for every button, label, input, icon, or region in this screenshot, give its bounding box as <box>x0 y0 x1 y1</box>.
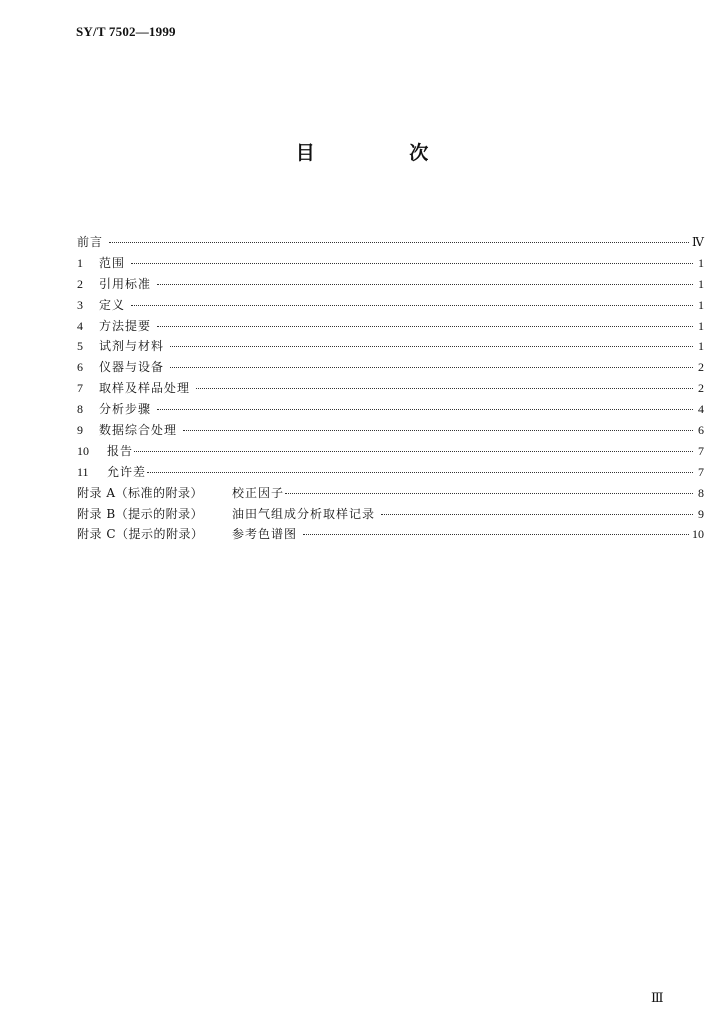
toc-entry-page: 1 <box>698 255 704 270</box>
toc-leader-dots <box>157 326 693 327</box>
toc-leader-dots <box>131 263 693 264</box>
toc-entry-2[interactable] <box>77 274 704 295</box>
toc-entry-subtitle: 参考色谱图 <box>232 527 298 542</box>
toc-entry-number: 1 <box>77 255 83 270</box>
table-of-contents <box>77 232 704 545</box>
toc-entry-label: 引用标准 <box>99 276 152 291</box>
toc-entry-label: 附录 C（提示的附录） <box>77 527 204 542</box>
toc-entry-5[interactable] <box>77 336 704 357</box>
toc-entry-1[interactable] <box>77 253 704 274</box>
toc-leader-dots <box>303 534 689 535</box>
toc-leader-dots <box>285 493 693 494</box>
toc-entry-label: 取样及样品处理 <box>99 381 191 396</box>
toc-entry-number: 10 <box>77 443 89 458</box>
toc-entry-3[interactable] <box>77 295 704 316</box>
page-title: 目 次 <box>295 142 473 164</box>
toc-entry-6[interactable] <box>77 357 704 378</box>
standard-code: SY/T 7502—1999 <box>76 24 176 39</box>
toc-entry-number: 7 <box>77 381 83 396</box>
toc-leader-dots <box>131 305 693 306</box>
toc-entry-appendix-a[interactable] <box>77 483 704 504</box>
toc-entry-label: 数据综合处理 <box>99 423 178 438</box>
toc-leader-dots <box>196 388 693 389</box>
toc-leader-dots <box>170 346 693 347</box>
toc-entry-label: 仪器与设备 <box>99 360 165 375</box>
toc-entry-page: 10 <box>692 527 704 542</box>
toc-entry-page: 4 <box>698 402 704 417</box>
toc-entry-number: 8 <box>77 402 83 417</box>
toc-entry-page: 8 <box>698 485 704 500</box>
toc-entry-page: 9 <box>698 506 704 521</box>
toc-entry-number: 5 <box>77 339 83 354</box>
page-number: Ⅲ <box>651 990 664 1005</box>
toc-entry-label: 报告 <box>107 443 134 458</box>
toc-leader-dots <box>170 367 693 368</box>
toc-entry-page: 1 <box>698 339 704 354</box>
toc-entry-appendix-b[interactable] <box>77 504 704 525</box>
toc-entry-number: 6 <box>77 360 83 375</box>
toc-leader-dots <box>381 514 693 515</box>
toc-entry-number: 2 <box>77 276 83 291</box>
toc-entry-11[interactable] <box>77 462 704 483</box>
toc-entry-label: 允许差 <box>107 464 147 479</box>
toc-entry-page: 1 <box>698 297 704 312</box>
toc-entry-number: 3 <box>77 297 83 312</box>
toc-entry-label: 前言 <box>77 235 104 249</box>
toc-entry-label: 附录 A（标准的附录） <box>77 485 203 500</box>
toc-entry-page: 1 <box>698 318 704 333</box>
toc-leader-dots <box>109 242 689 243</box>
toc-entry-page: 2 <box>698 360 704 375</box>
toc-entry-page: 6 <box>698 423 704 438</box>
toc-entry-number: 11 <box>77 464 89 479</box>
toc-leader-dots <box>157 409 693 410</box>
toc-leader-dots <box>134 451 693 452</box>
toc-entry-4[interactable] <box>77 316 704 337</box>
toc-entry-appendix-c[interactable] <box>77 524 704 545</box>
toc-entry-page: Ⅳ <box>692 235 704 249</box>
toc-leader-dots <box>147 472 693 473</box>
toc-entry-subtitle: 油田气组成分析取样记录 <box>232 506 376 521</box>
toc-entry-number: 4 <box>77 318 83 333</box>
toc-entry-label: 试剂与材料 <box>99 339 165 354</box>
toc-entry-7[interactable] <box>77 378 704 399</box>
toc-entry-page: 7 <box>698 443 704 458</box>
toc-entry-page: 7 <box>698 464 704 479</box>
toc-leader-dots <box>183 430 693 431</box>
toc-entry-subtitle: 校正因子 <box>232 485 285 500</box>
toc-entry-preface[interactable] <box>77 232 704 253</box>
toc-leader-dots <box>157 284 693 285</box>
toc-entry-9[interactable] <box>77 420 704 441</box>
toc-entry-label: 方法提要 <box>99 318 152 333</box>
toc-entry-number: 9 <box>77 423 83 438</box>
toc-entry-8[interactable] <box>77 399 704 420</box>
toc-entry-page: 2 <box>698 381 704 396</box>
toc-entry-10[interactable] <box>77 441 704 462</box>
toc-entry-label: 定义 <box>99 297 126 312</box>
toc-entry-label: 附录 B（提示的附录） <box>77 506 204 521</box>
toc-entry-page: 1 <box>698 276 704 291</box>
toc-entry-label: 范围 <box>99 255 126 270</box>
toc-entry-label: 分析步骤 <box>99 402 152 417</box>
